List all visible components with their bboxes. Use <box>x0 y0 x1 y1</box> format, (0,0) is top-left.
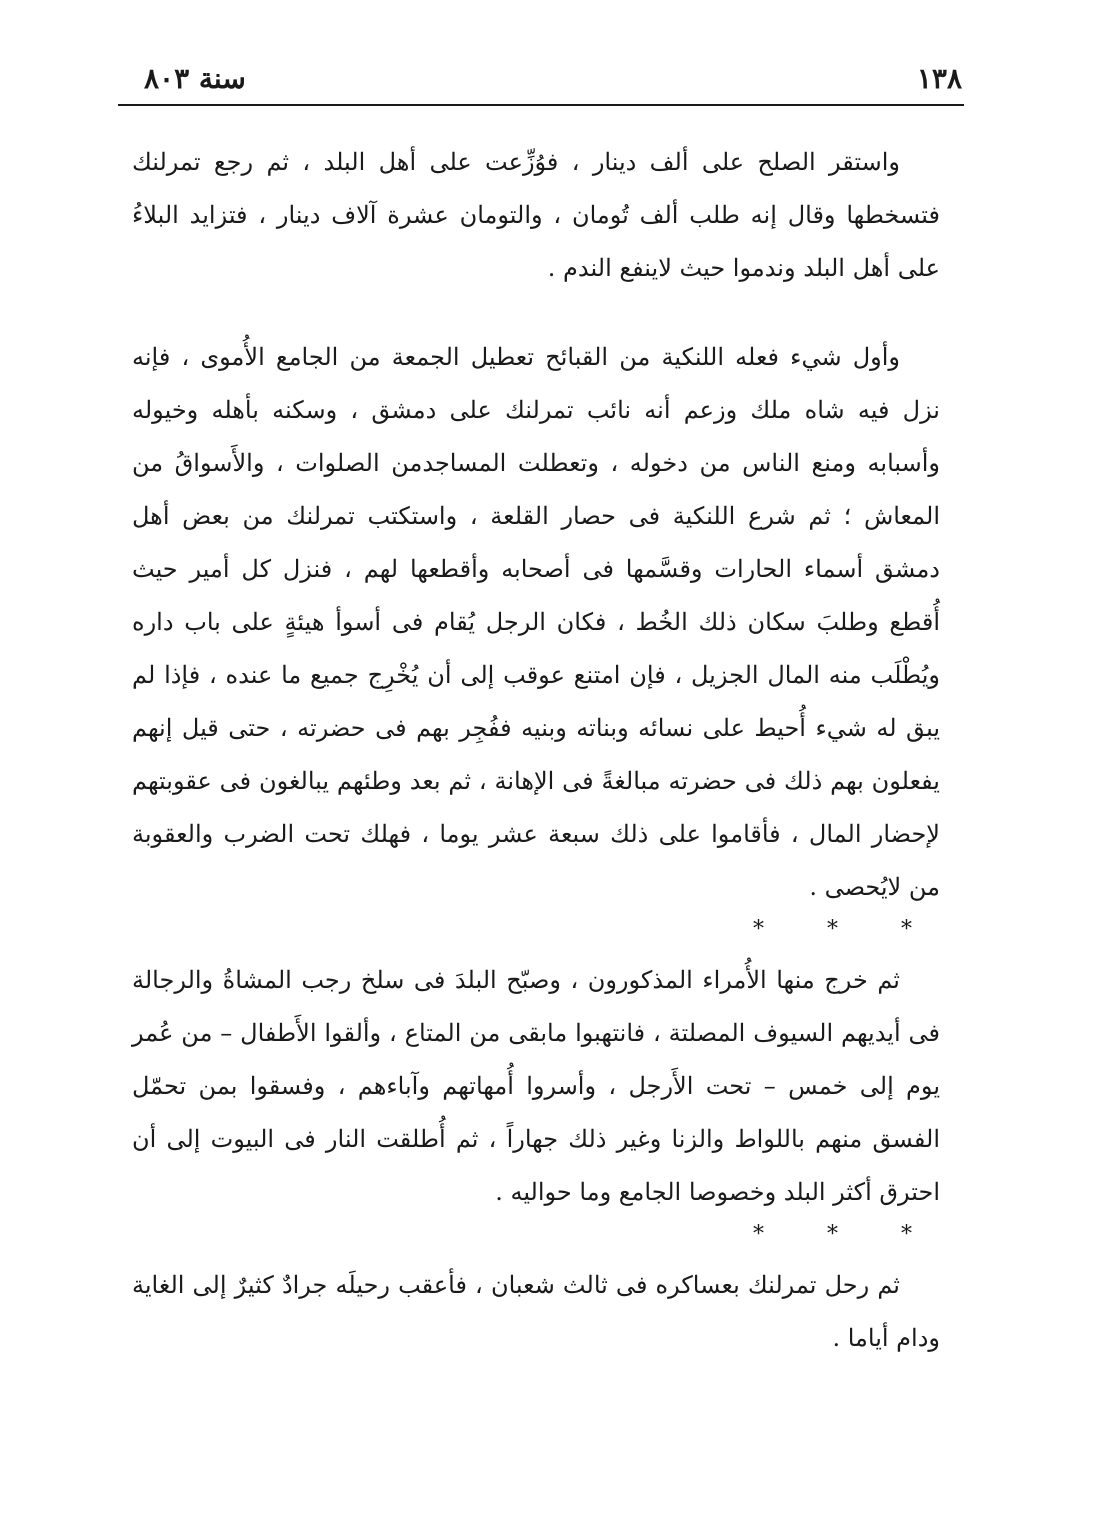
header-rule <box>118 104 964 106</box>
paragraph-gap <box>132 295 940 331</box>
page-body <box>132 136 940 1365</box>
header-year: سنة ٨٠٣ <box>144 62 246 95</box>
page-number: ١٣٨ <box>916 62 962 95</box>
paragraph-3: ثم خرج منها الأُمراء المذكورون ، وصبّح البلدَ فى سلخ رجب المشاةُ والرجالة فى أيديهم السيوف المصلتة ، فانتهبوا مابقى من المتاع ، وألقوا الأَطفال – من عُمر يوم إلى خمس – تحت الأَرجل ، وأسروا أُمهاتهم وآباءهم ، وفسقوا بمن تحمّل الفسق منهم باللواط والزنا وغير ذلك جهاراً ، ثم أُطلقت النار فى البيوت إلى أن احترق أكثر البلد وخصوصا الجامع وما حواليه . <box>132 966 940 1206</box>
running-header <box>120 62 962 102</box>
section-separator-1: * * * <box>753 917 940 942</box>
paragraph-4: ثم رحل تمرلنك بعساكره فى ثالث شعبان ، فأعقب رحيلَه جرادٌ كثيرٌ إلى الغاية ودام أياما . <box>132 1271 940 1352</box>
paragraph-2: وأول شيء فعله اللنكية من القبائح تعطيل الجمعة من الجامع الأُموى ، فإنه نزل فيه شاه ملك وزعم أنه نائب تمرلنك على دمشق ، وسكنه بأهله وخيوله وأسبابه ومنع الناس من دخوله ، وتعطلت المساجدمن الصلوات ، والأَسواقُ من المعاش ؛ ثم شرع اللنكية فى حصار القلعة ، واستكتب تمرلنك من بعض أهل دمشق أسماء الحارات وقسَّمها فى أصحابه وأقطعها لهم ، فنزل كل أمير حيث أُقطع وطلبَ سكان ذلك الخُط ، فكان الرجل يُقام فى أسوأ هيئةٍ على باب داره ويُطْلَب منه المال الجزيل ، فإن امتنع عوقب إلى أن يُخْرِج جميع ما عنده ، فإذا لم يبق له شيء أُحيط على نسائه وبناته وبنيه ففُجِر بهم فى حضرته ، حتى قيل إنهم يفعلون بهم ذلك فى حضرته مبالغةً فى الإهانة ، ثم بعد وطئهم يبالغون فى عقوبتهم لإحضار المال ، فأقاموا على ذلك سبعة عشر يوما ، فهلك تحت الضرب والعقوبة من لايُحصى . <box>132 343 940 901</box>
paragraph-1: واستقر الصلح على ألف دينار ، فوُزِّعت على أهل البلد ، ثم رجع تمرلنك فتسخطها وقال إنه طلب ألف تُومان ، والتومان عشرة آلاف دينار ، فتزايد البلاءُ على أهل البلد وندموا حيث لاينفع الندم . <box>132 148 940 282</box>
section-separator-2: * * * <box>753 1222 940 1247</box>
